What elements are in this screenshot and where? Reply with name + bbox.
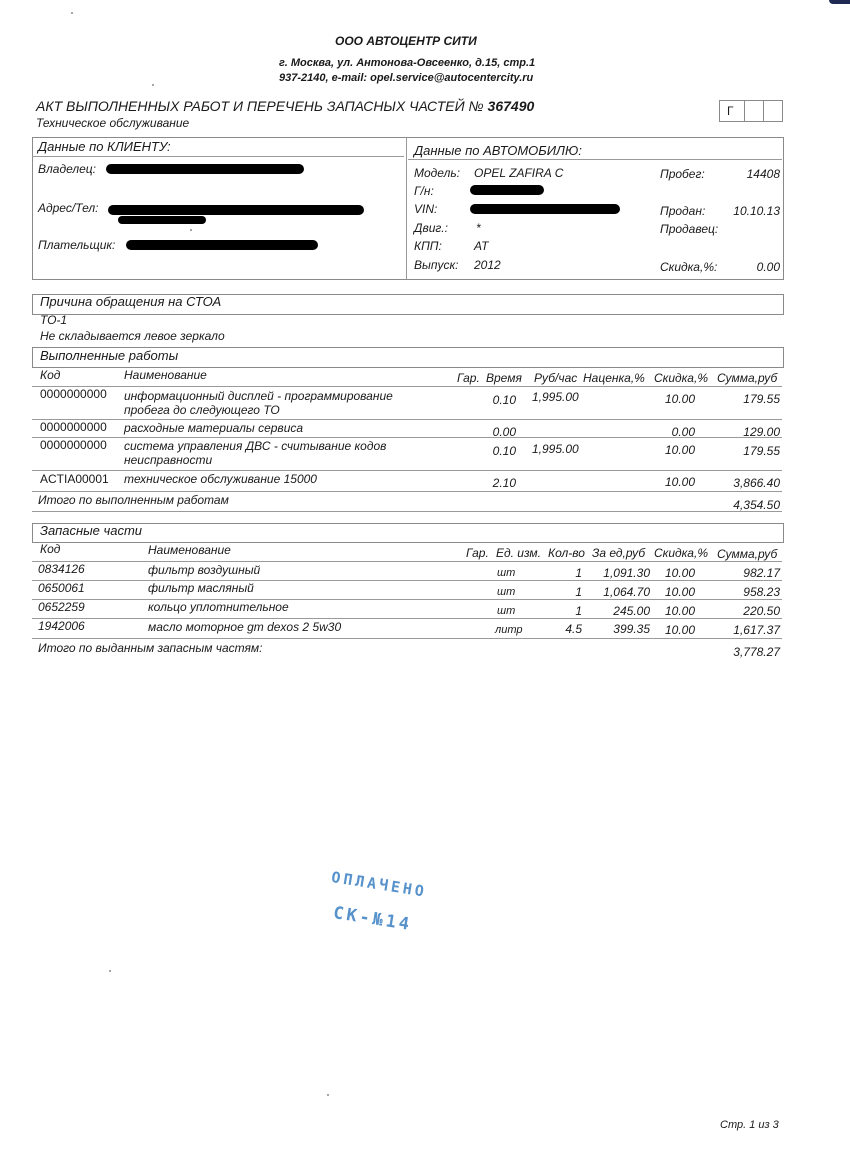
parts-row-discount: 10.00: [664, 585, 695, 599]
works-row-name: пробега до следующего ТО: [124, 403, 280, 417]
parts-col-qty: Кол-во: [548, 546, 585, 560]
works-col-time: Время: [486, 371, 522, 385]
works-row-time: 0.10: [492, 444, 516, 458]
page-number: Стр. 1 из 3: [720, 1119, 779, 1131]
document-title: [36, 98, 534, 114]
works-row-rate: 1,995.00: [532, 442, 579, 456]
parts-row-qty: 1: [575, 566, 582, 580]
divider: [32, 437, 782, 438]
redacted-plate: [470, 185, 544, 195]
parts-col-code: Код: [40, 542, 61, 556]
works-row-code: 0000000000: [40, 438, 107, 452]
works-total-label: Итого по выполненным работам: [38, 493, 229, 507]
corner-box: [719, 100, 783, 122]
parts-col-price: За ед,руб: [592, 546, 646, 560]
company-address: г. Москва, ул. Антонова-Овсеенко, д.15, стр.1: [279, 57, 536, 69]
parts-row-unit: шт: [497, 605, 516, 617]
works-row-time: 0.00: [492, 425, 516, 439]
paid-stamp-line-1: ОПЛАЧЕНО: [330, 868, 429, 901]
parts-row-code: 1942006: [38, 619, 85, 633]
parts-col-discount: Скидка,%: [654, 546, 708, 560]
works-col-code: Код: [40, 368, 61, 382]
parts-row-discount: 10.00: [664, 623, 695, 637]
corner-box-divider: [744, 101, 745, 121]
works-row-discount: 10.00: [664, 392, 695, 406]
divider: [32, 470, 782, 471]
owner-label: Владелец:: [38, 162, 96, 176]
redacted-address: [108, 205, 364, 215]
document-number: 367490: [487, 98, 535, 114]
divider: [32, 599, 782, 600]
parts-row-code: 0652259: [38, 600, 85, 614]
works-row-time: 0.10: [492, 393, 516, 407]
engine-label: Двиг.:: [414, 221, 448, 235]
parts-col-sum: Сумма,руб: [717, 547, 778, 561]
divider: [32, 386, 782, 387]
parts-row-sum: 982.17: [743, 566, 780, 580]
works-row-sum: 129.00: [743, 425, 780, 439]
parts-row-sum: 958.23: [743, 585, 780, 599]
divider: [32, 638, 782, 639]
works-row-name: система управления ДВС - считывание кодов: [124, 439, 387, 453]
works-row-discount: 10.00: [664, 475, 695, 489]
model-label: Модель:: [414, 166, 460, 180]
reason-line-1: ТО-1: [40, 313, 68, 327]
divider: [32, 561, 782, 562]
reason-title: Причина обращения на СТОА: [40, 294, 222, 309]
discount-label: Скидка,%:: [660, 260, 718, 274]
divider: [32, 491, 782, 492]
parts-row-qty: 4.5: [565, 622, 582, 636]
works-row-sum: 3,866.40: [733, 476, 780, 490]
parts-title: Запасные части: [40, 523, 143, 538]
works-col-discount: Скидка,%: [654, 371, 708, 385]
parts-row-qty: 1: [575, 604, 582, 618]
parts-row-sum: 220.50: [743, 604, 780, 618]
parts-row-price: 1,064.70: [603, 585, 650, 599]
divider: [32, 618, 782, 619]
parts-col-name: Наименование: [148, 543, 231, 557]
mileage-value: 14408: [746, 167, 780, 181]
divider: [32, 580, 782, 581]
gearbox-label: КПП:: [414, 239, 442, 253]
redacted-payer: [126, 240, 318, 250]
parts-row-discount: 10.00: [664, 604, 695, 618]
redacted-vin: [470, 204, 620, 214]
works-title: Выполненные работы: [40, 348, 179, 363]
company-name: ООО АВТОЦЕНТР СИТИ: [335, 34, 477, 48]
parts-header-box: [32, 523, 784, 543]
works-total-value: 4,354.50: [733, 498, 780, 512]
plate-label: Г/н:: [414, 184, 434, 198]
scan-speck: [71, 12, 73, 14]
year-value: 2012: [474, 258, 501, 272]
works-row-discount: 10.00: [664, 443, 695, 457]
document-subtitle: Техническое обслуживание: [36, 116, 190, 130]
parts-row-unit: шт: [497, 586, 516, 598]
document-title-text: АКТ ВЫПОЛНЕННЫХ РАБОТ И ПЕРЕЧЕНЬ ЗАПАСНЫХ ЧАСТЕЙ №: [36, 98, 484, 114]
parts-row-discount: 10.00: [664, 566, 695, 580]
works-row-code: 0000000000: [40, 387, 107, 401]
divider: [32, 511, 782, 512]
divider: [32, 419, 782, 420]
works-row-sum: 179.55: [743, 444, 780, 458]
parts-row-name: масло моторное gm dexos 2 5w30: [148, 620, 342, 634]
parts-row-unit: шт: [497, 567, 516, 579]
works-row-sum: 179.55: [743, 392, 780, 406]
parts-col-unit: Ед. изм.: [496, 546, 541, 560]
works-col-name: Наименование: [124, 368, 207, 382]
works-col-gar: Гар.: [457, 371, 480, 385]
scan-speck: [152, 84, 154, 86]
sold-value: 10.10.13: [733, 204, 780, 218]
works-row-name: неисправности: [124, 453, 213, 467]
parts-row-code: 0834126: [38, 562, 85, 576]
vehicle-section-title: Данные по АВТОМОБИЛЮ:: [414, 143, 582, 158]
paid-stamp-line-2: СК-№14: [331, 903, 414, 936]
payer-label: Плательщик:: [38, 238, 116, 252]
parts-col-gar: Гар.: [466, 546, 489, 560]
year-label: Выпуск:: [414, 258, 459, 272]
scan-corner-mark: [829, 0, 850, 4]
redacted-phone: [118, 216, 206, 224]
corner-box-divider: [763, 101, 764, 121]
scan-speck: [327, 1094, 329, 1096]
address-label: Адрес/Тел:: [38, 201, 99, 215]
sold-label: Продан:: [660, 204, 706, 218]
works-row-rate: 1,995.00: [532, 390, 579, 404]
works-row-code: ACTIA00001: [40, 472, 109, 486]
redacted-owner: [106, 164, 304, 174]
parts-row-unit: литр: [495, 624, 523, 636]
works-row-time: 2.10: [492, 476, 516, 490]
works-col-sum: Сумма,руб: [717, 371, 778, 385]
vin-label: VIN:: [414, 202, 438, 216]
mileage-label: Пробег:: [660, 167, 705, 181]
works-row-name: расходные материалы сервиса: [124, 421, 304, 435]
works-row-discount: 0.00: [671, 425, 695, 439]
scan-speck: [190, 229, 192, 231]
company-contacts: 937-2140, e-mail: opel.service@autocentercity.ru: [279, 72, 534, 84]
divider: [406, 137, 407, 279]
parts-row-name: фильтр масляный: [148, 581, 254, 595]
scan-speck: [109, 970, 111, 972]
parts-row-price: 245.00: [613, 604, 650, 618]
divider: [408, 159, 782, 160]
parts-total-value: 3,778.27: [733, 645, 780, 659]
works-row-name: техническое обслуживание 15000: [124, 472, 317, 486]
works-row-code: 0000000000: [40, 420, 107, 434]
parts-row-qty: 1: [575, 585, 582, 599]
discount-value: 0.00: [756, 260, 780, 274]
parts-row-price: 399.35: [613, 622, 650, 636]
corner-box-letter: Г: [727, 104, 734, 118]
works-col-markup: Наценка,%: [583, 371, 645, 385]
parts-row-sum: 1,617.37: [733, 623, 780, 637]
gearbox-value: AT: [474, 239, 489, 253]
parts-row-code: 0650061: [38, 581, 85, 595]
parts-row-price: 1,091.30: [603, 566, 650, 580]
model-value: OPEL ZAFIRA C: [474, 166, 564, 180]
reason-line-2: Не складывается левое зеркало: [40, 329, 225, 343]
seller-label: Продавец:: [660, 222, 719, 236]
parts-row-name: кольцо уплотнительное: [148, 600, 289, 614]
divider: [32, 156, 404, 157]
works-col-rate: Руб/час: [534, 371, 578, 385]
engine-value: *: [476, 221, 481, 235]
works-row-name: информационный дисплей - программирование: [124, 389, 393, 403]
parts-total-label: Итого по выданным запасным частям:: [38, 641, 263, 655]
client-section-title: Данные по КЛИЕНТУ:: [38, 139, 171, 154]
parts-row-name: фильтр воздушный: [148, 563, 261, 577]
